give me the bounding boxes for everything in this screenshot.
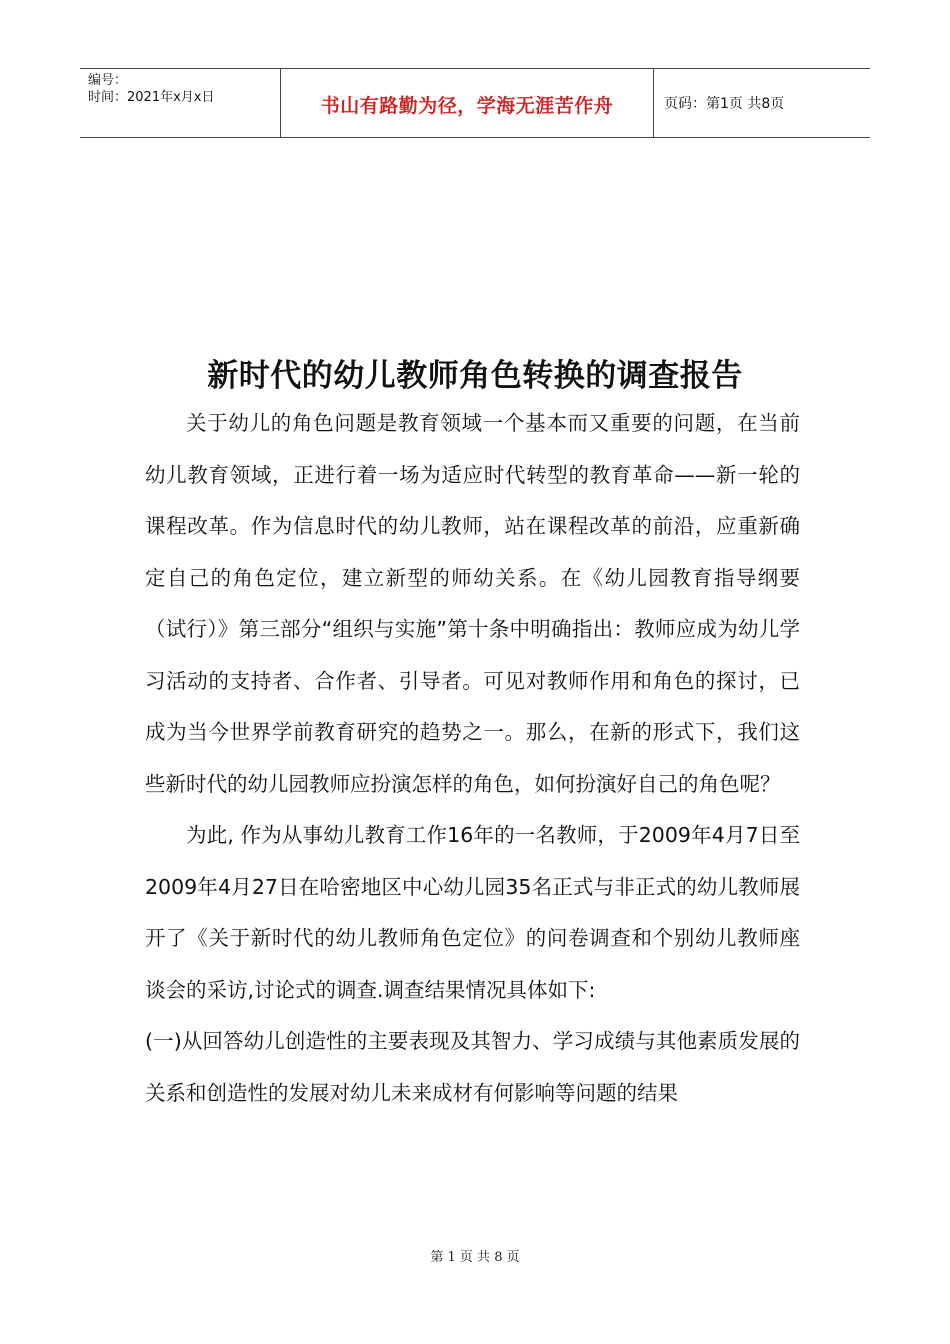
header-table bbox=[80, 68, 870, 138]
paragraph-section-one: (一)从回答幼儿创造性的主要表现及其智力、学习成绩与其他素质发展的关系和创造性的发展对幼儿未来成材有何影响等问题的结果 bbox=[145, 1029, 800, 1105]
header-meta-cell bbox=[80, 69, 281, 137]
header-page-info: 页码：第1页 共8页 bbox=[664, 96, 785, 112]
document-number-label: 编号： bbox=[88, 73, 128, 88]
document-body bbox=[145, 398, 800, 1119]
paragraph-survey: 为此, 作为从事幼儿教育工作16年的一名教师，于2009年4月7日至2009年4月27日在哈密地区中心幼儿园35名正式与非正式的幼儿教师展开了《关于新时代的幼儿教师角色定位》的问卷调查和个别幼儿教师座谈会的采访,讨论式的调查.调查结果情况具体如下: bbox=[145, 823, 800, 1002]
paragraph-intro: 关于幼儿的角色问题是教育领域一个基本而又重要的问题，在当前幼儿教育领域，正进行着一场为适应时代转型的教育革命——新一轮的课程改革。作为信息时代的幼儿教师，站在课程改革的前沿，应重新确定自己的角色定位，建立新型的师幼关系。在《幼儿园教育指导纲要（试行）》第三部分“组织与实施”第十条中明确指出：教师应成为幼儿学习活动的支持者、合作者、引导者。可见对教师作用和角色的探讨，已成为当今世界学前教育研究的趋势之一。那么，在新的形式下，我们这些新时代的幼儿园教师应扮演怎样的角色，如何扮演好自己的角色呢？ bbox=[145, 411, 800, 796]
header-motto: 书山有路勤为径，学海无涯苦作舟 bbox=[281, 69, 654, 137]
document-title: 新时代的幼儿教师角色转换的调查报告 bbox=[207, 358, 743, 394]
document-date-label: 时间：2021年x月x日 bbox=[88, 90, 215, 105]
page-footer: 第 1 页 共 8 页 bbox=[430, 1250, 520, 1265]
